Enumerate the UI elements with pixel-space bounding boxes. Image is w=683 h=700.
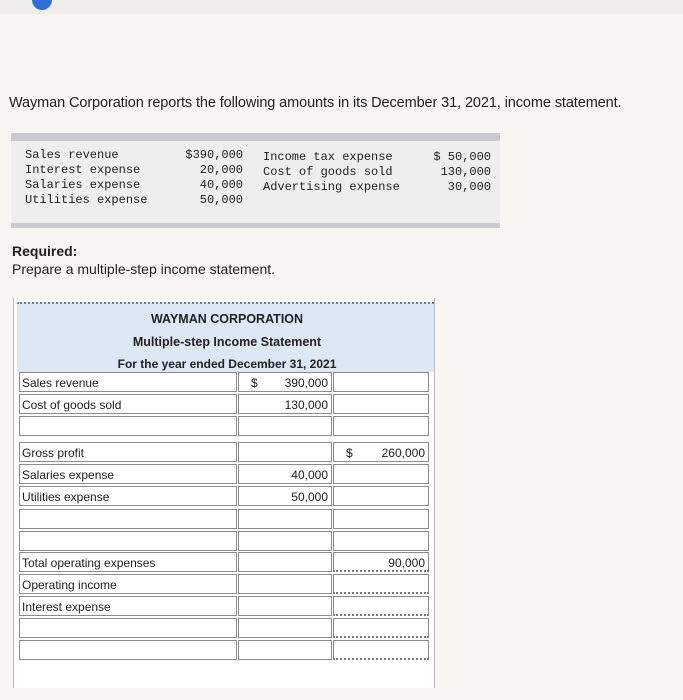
statement-header — [17, 302, 434, 372]
statement-row — [19, 486, 431, 508]
amount-column-2-input[interactable] — [333, 574, 429, 594]
row-label-text: Gross profit — [22, 446, 85, 460]
dollar-sign: $ — [251, 376, 258, 390]
amount-column-2-input[interactable] — [333, 596, 429, 616]
statement-row — [19, 531, 431, 553]
required-section — [12, 242, 275, 278]
amount-column-1-input[interactable] — [238, 574, 332, 594]
row-label-input[interactable] — [19, 531, 237, 551]
top-toolbar-strip — [0, 0, 683, 14]
row-label-input[interactable] — [19, 486, 237, 506]
amount-column-2-input[interactable] — [333, 509, 429, 529]
row-label-text: Sales revenue — [22, 376, 99, 390]
row-label-input[interactable] — [19, 394, 237, 414]
amount-column-1-input[interactable] — [238, 509, 332, 529]
row-label-text: Salaries expense — [22, 468, 115, 482]
statement-row — [19, 640, 431, 662]
income-statement-worksheet — [13, 298, 435, 688]
amount-column-2-input[interactable] — [333, 486, 429, 506]
given-amount: 20,000 — [199, 163, 243, 177]
given-amount: 130,000 — [440, 165, 491, 179]
given-label: Cost of goods sold — [263, 165, 393, 179]
row-label-text: Utilities expense — [22, 490, 110, 504]
amount-column-1-input[interactable] — [238, 464, 332, 484]
statement-row — [19, 464, 431, 486]
given-amount: $390,000 — [185, 148, 243, 162]
amount-value: 40,000 — [291, 468, 328, 482]
row-label-input[interactable] — [19, 596, 237, 616]
row-label-text: Operating income — [22, 578, 117, 592]
amount-column-1-input[interactable] — [238, 372, 332, 392]
question-intro: Wayman Corporation reports the following amounts in its December 31, 2021, income statement. — [9, 95, 622, 111]
amount-column-1-input[interactable] — [238, 552, 332, 572]
amount-column-2-input[interactable] — [333, 394, 429, 414]
amount-value: 50,000 — [291, 490, 328, 504]
amount-column-1-input[interactable] — [238, 596, 332, 616]
amount-value: 390,000 — [284, 376, 328, 390]
amount-value: 260,000 — [381, 446, 425, 460]
row-label-text: Interest expense — [22, 600, 111, 614]
required-text: Prepare a multiple-step income statement. — [12, 261, 276, 277]
row-label-text: Total operating expenses — [22, 556, 156, 570]
amount-column-1-input[interactable] — [238, 442, 332, 462]
statement-title: Multiple-step Income Statement — [132, 335, 322, 349]
statement-row — [19, 509, 431, 531]
company-name: WAYMAN CORPORATION — [150, 312, 304, 326]
amount-column-2-input[interactable] — [333, 531, 429, 551]
statement-row — [19, 442, 431, 464]
given-label: Utilities expense — [25, 193, 148, 207]
given-amounts-panel — [11, 133, 500, 228]
amount-column-1-input[interactable] — [238, 394, 332, 414]
row-label-input[interactable] — [19, 552, 237, 572]
dollar-sign: $ — [346, 446, 353, 460]
statement-row — [19, 394, 431, 416]
amount-column-1-input[interactable] — [238, 531, 332, 551]
row-label-input[interactable] — [19, 464, 237, 484]
amount-column-2-input[interactable] — [333, 552, 429, 572]
amount-column-1-input[interactable] — [238, 640, 332, 660]
statement-row — [19, 552, 431, 574]
required-heading: Required: — [12, 243, 78, 259]
given-amount: 40,000 — [199, 178, 243, 192]
amount-column-2-input[interactable] — [333, 442, 429, 462]
given-amount: 50,000 — [199, 193, 243, 207]
amount-column-1-input[interactable] — [238, 416, 332, 436]
amount-value: 130,000 — [284, 398, 328, 412]
amount-value: 90,000 — [388, 556, 425, 570]
amount-column-1-input[interactable] — [238, 486, 332, 506]
amount-column-2-input[interactable] — [333, 372, 429, 392]
amount-column-2-input[interactable] — [333, 416, 429, 436]
row-label-input[interactable] — [19, 618, 237, 638]
statement-period: For the year ended December 31, 2021 — [117, 357, 337, 371]
amount-column-1-input[interactable] — [238, 618, 332, 638]
amount-column-2-input[interactable] — [333, 640, 429, 660]
row-label-input[interactable] — [19, 509, 237, 529]
row-label-input[interactable] — [19, 416, 237, 436]
row-label-text: Cost of goods sold — [22, 398, 122, 412]
statement-row — [19, 596, 431, 618]
amount-column-2-input[interactable] — [333, 618, 429, 638]
row-label-input[interactable] — [19, 442, 237, 462]
statement-row — [19, 574, 431, 596]
row-label-input[interactable] — [19, 640, 237, 660]
statement-row — [19, 416, 431, 438]
given-label: Interest expense — [25, 163, 141, 177]
given-label: Income tax expense — [263, 150, 393, 164]
given-amount: 30,000 — [447, 180, 491, 194]
row-label-input[interactable] — [19, 372, 237, 392]
given-amount: $ 50,000 — [433, 150, 491, 164]
row-label-input[interactable] — [19, 574, 237, 594]
given-label: Advertising expense — [263, 180, 400, 194]
given-label: Sales revenue — [25, 148, 119, 162]
statement-row — [19, 372, 431, 394]
given-label: Salaries expense — [25, 178, 141, 192]
amount-column-2-input[interactable] — [333, 464, 429, 484]
statement-row — [19, 618, 431, 640]
